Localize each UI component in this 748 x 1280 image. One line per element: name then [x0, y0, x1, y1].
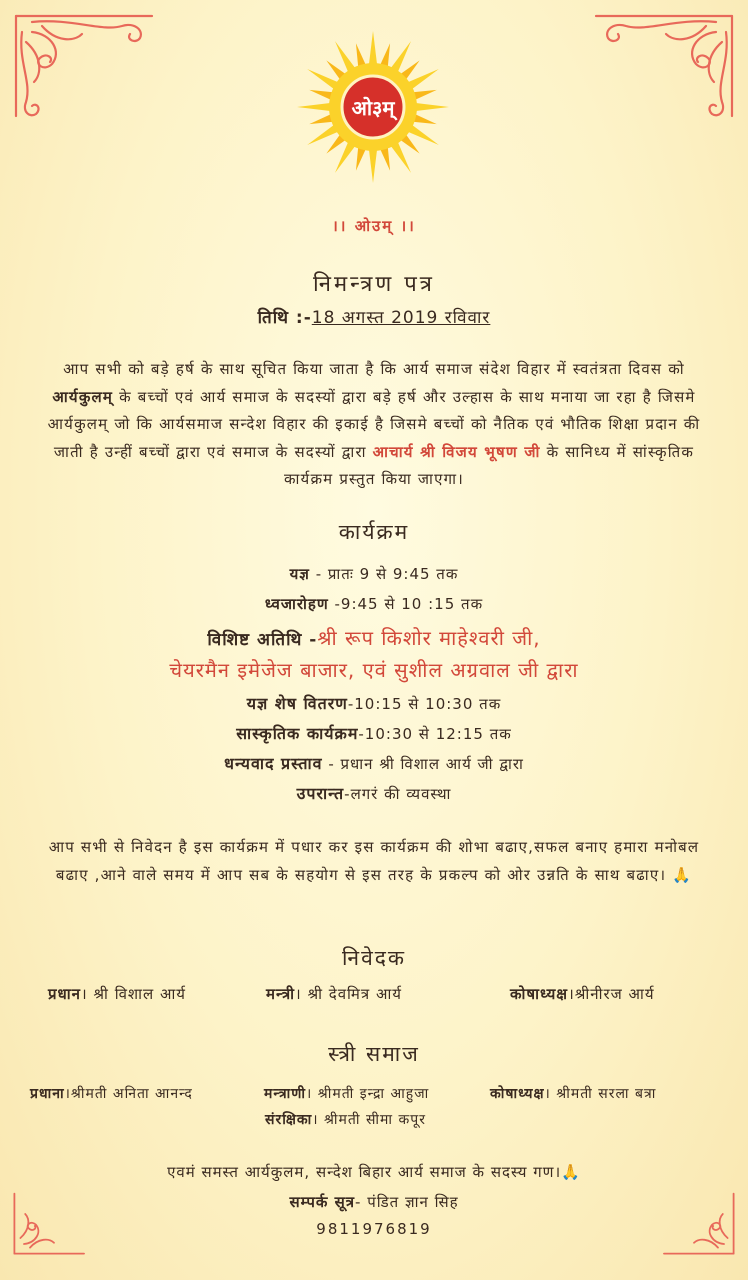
corner-ornament-top-right: [586, 12, 736, 122]
phone-number: 9811976819: [316, 1220, 432, 1238]
contact-label: सम्पर्क सूत्र: [289, 1193, 356, 1211]
contact-line: [0, 1192, 748, 1212]
program-item-thanks: धन्यवाद प्रस्ताव - प्रधान श्री विशाल आर्य जी द्वारा: [224, 754, 524, 773]
folded-hands-icon: 🙏: [561, 1163, 581, 1181]
logo-text: ओ३म्: [351, 96, 395, 120]
program-item-after: उपरान्त-लगरं की व्यवस्था: [296, 784, 452, 803]
program-heading: कार्यक्रम: [338, 520, 410, 544]
page-title: निमन्त्रण पत्र: [313, 272, 435, 297]
request-text: आप सभी से निवेदन है इस कार्यक्रम में पधार कर इस कार्यक्रम की शोभा बढाए,सफल बनाए हमारा मनोबल बढाए ,आने वाले समय में आप सब के सहयोग से इस तरह के प्रकल्प को ओर उन्नति के साथ बढाए।: [48, 838, 700, 884]
footer-text: एवमं समस्त आर्यकुलम, सन्देश बिहार आर्य समाज के सदस्य गण।: [167, 1163, 562, 1181]
nivedak-heading: निवेदक: [341, 946, 407, 970]
stri-samaj-heading: स्त्री समाज: [328, 1042, 420, 1066]
program-item-distribution: यज्ञ शेष वितरण-10:15 से 10:30 तक: [246, 694, 502, 713]
intro-text-3: के सानिध्य में सांस्कृतिक कार्यक्रम प्रस्तुत किया जाएगा।: [283, 442, 695, 488]
date-label: तिथि :-: [257, 308, 312, 328]
nivedak-member: मन्त्री। श्री देवमित्र आर्य: [266, 985, 402, 1003]
program-item-yagya: यज्ञ - प्रातः 9 से 9:45 तक: [289, 565, 459, 583]
stri-samaj-member: मन्त्राणी। श्रीमती इन्द्रा आहुजा: [264, 1086, 430, 1102]
om-heading: ।। ओउम् ।।: [332, 217, 416, 235]
corner-ornament-top-left: [12, 12, 162, 122]
nivedak-member: कोषाध्यक्ष।श्रीनीरज आर्य: [510, 985, 655, 1003]
intro-text-2: के बच्चों एवं आर्य समाज के सदस्यों द्वारा बड़े हर्ष और उल्हास के साथ मनाया जा रहा है जिसमे आर्यकुलम् जो कि आर्यसमाज सन्देश विहार की इकाई है जिसमे बच्चों को नैतिक एवं भौतिक शिक्षा प्रदान की जाती है उन्हीं बच्चों द्वारा एवं समाज के सदस्यों द्वारा: [47, 387, 701, 461]
intro-text-1: आप सभी को बड़े हर्ष के साथ सूचित किया जाता है कि आर्य समाज संदेश विहार में स्वतंत्रता दिवस को: [63, 360, 685, 378]
stri-samaj-member: कोषाध्यक्ष। श्रीमती सरला बत्रा: [490, 1086, 657, 1102]
sun-ray: [369, 31, 378, 67]
sun-ray: [297, 103, 333, 112]
intro-paragraph: [30, 356, 718, 494]
program-item-cultural: सास्कृतिक कार्यक्रम-10:30 से 12:15 तक: [236, 724, 512, 743]
date-value: 18 अगस्त 2019 रविवार: [311, 308, 491, 328]
sun-ray: [413, 103, 449, 112]
intro-highlight: आचार्य श्री विजय भूषण जी: [372, 442, 541, 461]
contact-value: - पंडित ज्ञान सिह: [355, 1193, 459, 1211]
program-item-flag: ध्वजारोहण -9:45 से 10 :15 तक: [264, 595, 484, 613]
program-chief-guest-2: चेयरमैन इमेजेज बाजार, एवं सुशील अग्रवाल जी द्वारा: [169, 658, 579, 682]
request-paragraph: [30, 834, 718, 889]
nivedak-member: प्रधान। श्री विशाल आर्य: [48, 985, 186, 1003]
stri-samaj-member: प्रधाना।श्रीमती अनिता आनन्द: [30, 1086, 193, 1102]
program-chief-guest: विशिष्ट अतिथि -श्री रूप किशोर माहेश्वरी जी,: [207, 626, 541, 650]
stri-samaj-member: संरक्षिका। श्रीमती सीमा कपूर: [265, 1112, 426, 1128]
date-line: [0, 305, 748, 328]
sun-ray: [369, 147, 378, 183]
om-sun-logo: [296, 30, 450, 184]
intro-bold: आर्यकुलम्: [52, 387, 114, 406]
footer-line: [0, 1162, 748, 1182]
folded-hands-icon: 🙏: [672, 865, 693, 884]
